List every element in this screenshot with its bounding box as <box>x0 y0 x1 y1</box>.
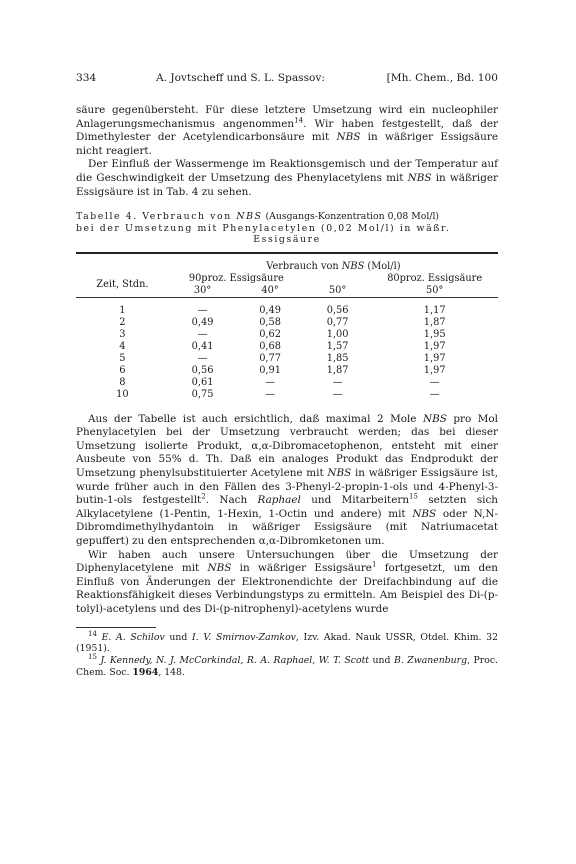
cell-value: 0,91 <box>259 364 282 376</box>
zeit-header: Zeit, Stdn. <box>96 278 149 290</box>
cell-value: 0,56 <box>326 304 349 316</box>
cell-time: 4 <box>119 340 126 352</box>
footnote-14: $^{14}$ E. A. Schilov und I. V. Smirnov-Zamkov, Izv. Akad. Nauk USSR, Otdel. Khim. 32 (1951). <box>76 629 498 655</box>
cell-value: 0,77 <box>259 352 282 364</box>
group-80-header: 80proz. Essigsäure <box>387 272 483 284</box>
footnote-15: $^{15}$ J. Kennedy, N. J. McCorkindal, R. A. Raphael, W. T. Scott und B. Zwanenburg, Proc. Chem. Soc. 1964, 148. <box>76 653 499 678</box>
data-table <box>76 252 498 401</box>
table-row <box>76 377 498 389</box>
verbrauch-header: Verbrauch von NBS (Mol/l) <box>266 260 401 272</box>
cell-time: 1 <box>119 304 126 316</box>
temp-50b: 50° <box>426 284 444 296</box>
cell-time: 6 <box>119 364 126 376</box>
page <box>76 72 498 679</box>
temp-50a: 50° <box>328 284 347 296</box>
cell-value: 1,87 <box>326 364 349 376</box>
table-row <box>76 317 498 329</box>
cell-value: 0,56 <box>191 364 214 376</box>
cell-value: 0,58 <box>259 316 282 328</box>
header-journal: [Mh. Chem., Bd. 100 <box>386 72 498 84</box>
group-90-header: 90proz. Essigsäure <box>188 272 284 284</box>
table-caption: Tabelle 4. Verbrauch von NBS (Ausgangs-Konzentration 0,08 Mol/l) bei der Umsetzung mit Phenylacetylen (0,02 Mol/l) in wäßr. Essigsäure <box>76 211 451 246</box>
table-row <box>76 329 498 341</box>
cell-value: — <box>429 388 440 400</box>
table-body <box>76 305 498 401</box>
cell-value: 0,75 <box>191 388 214 400</box>
cell-value: — <box>332 388 343 400</box>
cell-value: 1,57 <box>326 340 349 352</box>
paragraph-2: Der Einfluß der Wassermenge im Reaktionsgemisch und der Temperatur auf die Geschwindigkeit der Umsetzung des Phenylacetylens mit NBS in wäßriger Essigsäure ist in Tab. 4 zu sehen. <box>76 158 498 198</box>
cell-value: 0,49 <box>191 316 214 328</box>
cell-value: 0,41 <box>191 340 214 352</box>
footnote-rule <box>76 627 156 628</box>
cell-value: 1,87 <box>423 316 446 328</box>
cell-time: 2 <box>119 316 126 328</box>
table-row <box>76 305 498 317</box>
cell-value: — <box>197 352 208 364</box>
cell-value: 1,17 <box>423 304 446 316</box>
cell-value: 1,85 <box>326 352 349 364</box>
page-number: 334 <box>76 72 97 84</box>
table-row <box>76 353 498 365</box>
cell-value: — <box>197 328 208 340</box>
cell-value: — <box>265 388 275 400</box>
cell-value: — <box>197 304 208 316</box>
temp-30: 30° <box>193 284 212 296</box>
cell-value: 1,97 <box>423 352 446 364</box>
temp-40: 40° <box>261 284 279 296</box>
cell-value: 1,95 <box>423 328 446 340</box>
cell-time: 10 <box>116 388 129 400</box>
cell-value: — <box>429 376 440 388</box>
paragraph-3: Aus der Tabelle ist auch ersichtlich, daß maximal 2 Mole NBS pro Mol Phenylacetylen bei der Umsetzung verbraucht werden; das bei dieser Umsetzung isolierte Produkt, α,α-Dibromacetophenon, entsteht mit einer Ausbeute von 55% d. Th. Daß ein analoges Produkt das Endprodukt der Umsetzung phenylsubstituierter Acetylene mit NBS in wäßriger Essigsäure ist, wurde früher auch in den Fällen des 3-Phenyl-2-propin-1-ols und 4-Phenyl-3-butin-1-ols festgestellt$^2$. Nach Raphael und Mitarbeitern$^{15}$ setzten sich Alkylacetylene (1-Pentin, 1-Hexin, 1-Octin und andere) mit NBS oder N,N-Dibromdimethylhydantoin in wäßriger Essigsäure (mit Natriumacetat gepuffert) zu den entsprechenden α,α-Dibromketonen um. <box>76 412 498 547</box>
cell-value: 1,97 <box>423 340 446 352</box>
cell-value: — <box>332 376 343 388</box>
table-row <box>76 365 498 377</box>
paragraph-1: säure gegenübersteht. Für diese letztere Umsetzung wird ein nucleophiler Anlagerungsmechanismus angenommen$^{14}$. Wir haben festgestellt, daß der Dimethylester der Acetylendicarbonsäure mit NBS in wäßriger Essigsäure nicht reagiert. <box>76 104 498 157</box>
running-header <box>76 72 498 85</box>
header-authors: A. Jovtscheff und S. L. Spassov: <box>156 72 325 84</box>
table-row <box>76 341 498 353</box>
cell-value: 0,49 <box>259 304 282 316</box>
cell-value: 1,97 <box>423 364 446 376</box>
cell-value: 1,00 <box>326 328 349 340</box>
cell-value: 0,61 <box>191 376 214 388</box>
cell-time: 3 <box>119 328 126 340</box>
paragraph-4: Wir haben auch unsere Untersuchungen über die Umsetzung der Diphenylacetylene mit NBS in wäßriger Essigsäure$^1$ fortgesetzt, um den Einfluß von Änderungen der Elektronendichte der Dreifachbindung auf die Reaktionsfähigkeit dieses Verbindungstyps zu ermitteln. Am Beispiel des Di-(p-tolyl)-acetylens und des Di-(p-nitrophenyl)-acetylens wurde <box>76 548 498 615</box>
cell-value: 0,62 <box>259 328 282 340</box>
table-row <box>76 389 498 401</box>
cell-value: 0,77 <box>326 316 349 328</box>
cell-time: 8 <box>119 376 126 388</box>
cell-value: — <box>265 376 275 388</box>
cell-value: 0,68 <box>259 340 282 352</box>
cell-time: 5 <box>119 352 126 364</box>
